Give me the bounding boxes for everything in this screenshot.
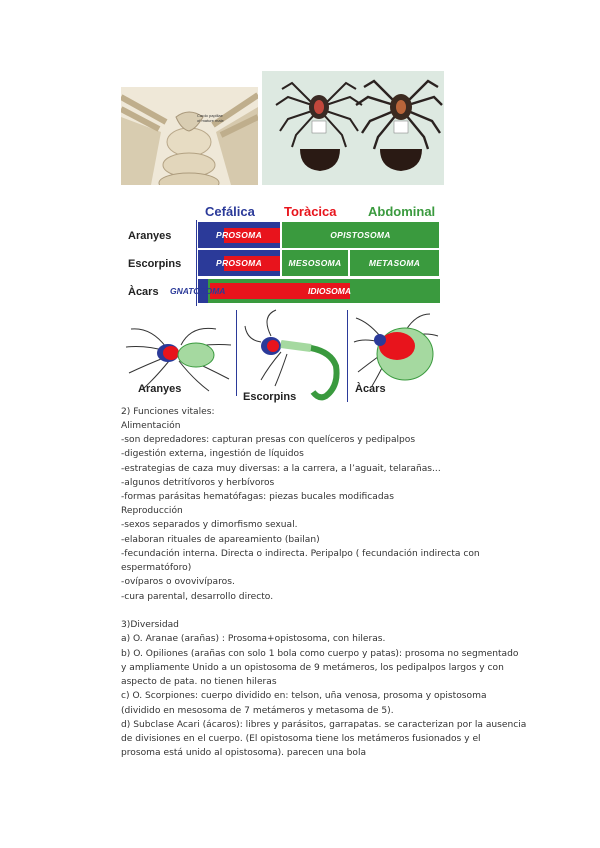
text-line: c) O. Scorpiones: cuerpo dividido en: telson, uña venosa, prosoma y opistosoma xyxy=(121,691,487,701)
two-spiders-photo xyxy=(262,71,444,185)
text-line: b) O. Opiliones (arañas con solo 1 bola como cuerpo y patas): prosoma no segmentado xyxy=(121,649,519,659)
text-line: 2) Funciones vitales: xyxy=(121,407,215,417)
text-line: -elaboran rituales de apareamiento (bailan) xyxy=(121,535,320,545)
text-line: 3)Diversidad xyxy=(121,620,179,630)
scorpion-illustration xyxy=(241,306,347,402)
text-line: -fecundación interna. Directa o indirecta. Peripalpo ( fecundación indirecta con xyxy=(121,549,480,559)
label-escorpins: Escorpins xyxy=(243,391,297,403)
illustration-divider-2 xyxy=(347,310,348,402)
text-line: Reproducción xyxy=(121,506,183,516)
row-label-acars: Àcars xyxy=(128,286,159,298)
escorpins-mesosoma: MESOSOMA xyxy=(282,250,348,276)
spider-underside-photo xyxy=(121,87,258,185)
text-line: (dividido en mesosoma de 7 metámeros y metasoma de 5). xyxy=(121,706,394,716)
photo-caption-line2: of mature male xyxy=(197,118,224,123)
text-line: -sexos separados y dimorfismo sexual. xyxy=(121,520,298,530)
aranyes-prosoma-label: PROSOMA xyxy=(215,230,263,240)
text-line: -son depredadores: capturan presas con quelíceros y pedipalpos xyxy=(121,435,416,445)
text-line: espermatóforo) xyxy=(121,563,192,573)
escorpins-prosoma-label: PROSOMA xyxy=(215,258,263,268)
text-line: -digestión externa, ingestión de líquidos xyxy=(121,449,304,459)
aranyes-opistosoma: OPISTOSOMA xyxy=(282,222,439,248)
scorpion-drawing xyxy=(241,306,347,402)
label-acars: Àcars xyxy=(355,383,386,395)
header-thoracic: Toràcica xyxy=(284,204,337,219)
two-spiders-illustration xyxy=(262,71,444,185)
text-line: a) O. Aranae (arañas) : Prosoma+opistosoma, con hileras. xyxy=(121,634,386,644)
header-cephalic: Cefálica xyxy=(205,204,255,219)
illustration-divider-1 xyxy=(236,310,237,396)
label-aranyes: Aranyes xyxy=(138,383,182,395)
text-line: -estrategias de caza muy diversas: a la carrera, a l’aguait, telarañas... xyxy=(121,464,441,474)
acars-gnatosoma-label: GNATOSOMA xyxy=(170,286,226,296)
text-line: -cura parental, desarrollo directo. xyxy=(121,592,274,602)
text-line: aspecto de pata. no tienen hileras xyxy=(121,677,277,687)
text-line: Alimentación xyxy=(121,421,181,431)
text-line: d) Subclase Acari (ácaros): libres y parásitos, garrapatas. se caracterizan por la ausencia xyxy=(121,720,527,730)
header-abdominal: Abdominal xyxy=(368,204,436,219)
text-line: prosoma está unido al opistosoma). parecen una bola xyxy=(121,748,367,758)
row-label-escorpins: Escorpins xyxy=(128,258,182,270)
text-line: -algunos detritívoros y herbívoros xyxy=(121,478,275,488)
text-line: y ampliamente Unido a un opistosoma de 9 metámeros, los pedipalpos largos y con xyxy=(121,663,504,673)
row-label-aranyes: Aranyes xyxy=(128,230,172,242)
photo-caption-line1: Cardo papillae xyxy=(197,113,223,118)
photo-caption xyxy=(197,113,224,123)
escorpins-metasoma: METASOMA xyxy=(350,250,439,276)
text-line: -formas parásitas hematófagas: piezas bucales modificadas xyxy=(121,492,394,502)
text-line: de divisiones en el cuerpo. (El opistosoma tiene los metámeros fusionados y el xyxy=(121,734,481,744)
acars-idiosoma-label: IDIOSOMA xyxy=(308,286,351,296)
spider-underside-illustration xyxy=(121,87,258,185)
text-line: -ovíparos o ovovivíparos. xyxy=(121,577,235,587)
